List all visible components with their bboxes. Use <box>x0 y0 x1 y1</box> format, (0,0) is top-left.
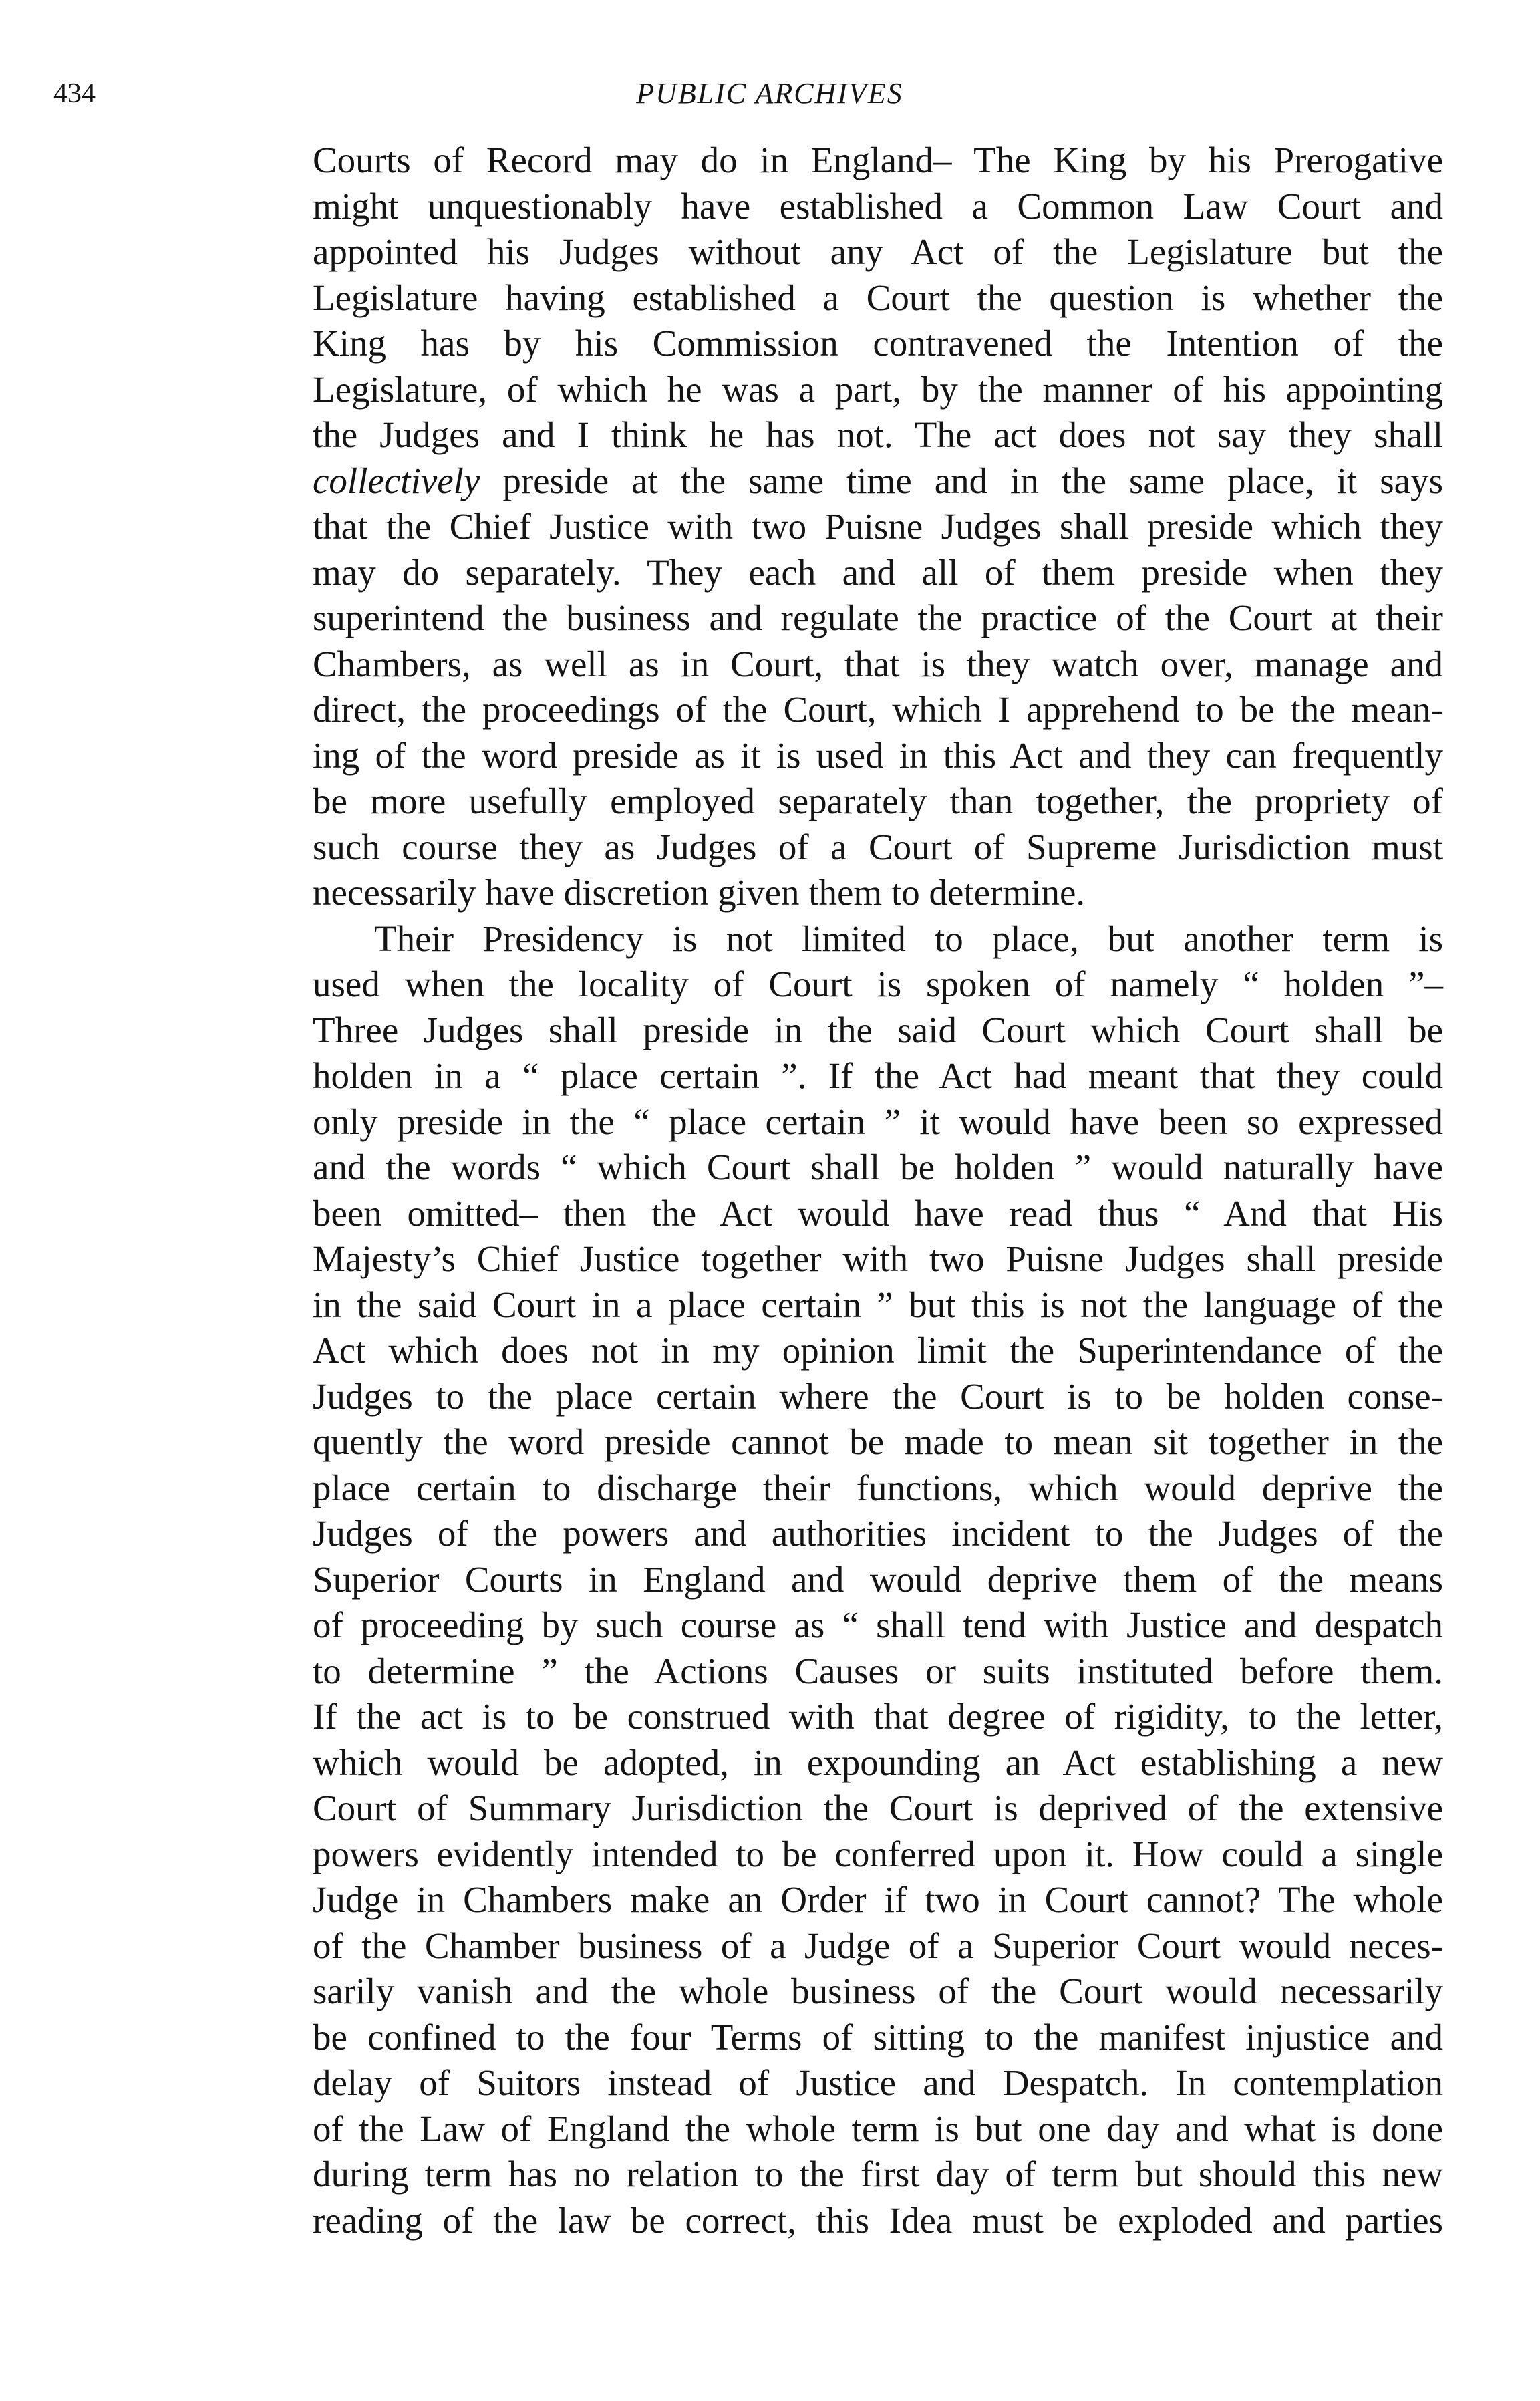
text-line: King has by his Commission contravened the Intention of the <box>313 323 1443 364</box>
text-line: Courts of Record may do in England– The King by his Prerogative <box>313 140 1443 180</box>
text-line: superintend the business and regulate the practice of the Court at their <box>313 597 1443 638</box>
text-line: ing of the word preside as it is used in this Act and they can frequently <box>313 734 1443 776</box>
text-line: in the said Court in a place certain ” but this is not the language of the <box>313 1284 1443 1325</box>
line-remainder: preside at the same time and in the same place, it says <box>502 460 1443 501</box>
text-line: If the act is to be construed with that degree of rigidity, to the letter, <box>313 1696 1443 1737</box>
text-line: might unquestionably have established a Common Law Court and <box>313 185 1443 227</box>
text-line: of the Chamber business of a Judge of a Superior Court would neces- <box>313 1925 1443 1966</box>
text-line: powers evidently intended to be conferred upon it. How could a single <box>313 1833 1443 1874</box>
text-line: the Judges and I think he has not. The act does not say they shall <box>313 414 1443 455</box>
text-line: Judge in Chambers make an Order if two in Court cannot? The whole <box>313 1879 1443 1920</box>
text-line: been omitted– then the Act would have read thus “ And that His <box>313 1192 1443 1234</box>
text-line: Majesty’s Chief Justice together with two Puisne Judges shall preside <box>313 1238 1443 1279</box>
text-line: which would be adopted, in expounding an Act establishing a new <box>313 1741 1443 1783</box>
text-line: place certain to discharge their functions, which would deprive the <box>313 1467 1443 1508</box>
text-line: that the Chief Justice with two Puisne Judges shall preside which they <box>313 506 1443 547</box>
text-line: only preside in the “ place certain ” it would have been so expressed <box>313 1101 1443 1142</box>
text-line: Superior Courts in England and would deprive them of the means <box>313 1558 1443 1600</box>
text-line: quently the word preside cannot be made to mean sit together in the <box>313 1421 1443 1462</box>
text-line: appointed his Judges without any Act of the Legislature but the <box>313 231 1443 272</box>
text-line: of the Law of England the whole term is but one day and what is done <box>313 2108 1443 2149</box>
body-text <box>313 138 1443 2243</box>
text-line: delay of Suitors instead of Justice and Despatch. In contemplation <box>313 2062 1443 2103</box>
running-head: PUBLIC ARCHIVES <box>636 77 903 110</box>
text-line: sarily vanish and the whole business of the Court would necessarily <box>313 1971 1443 2011</box>
text-line: be more usefully employed separately than together, the propriety of <box>313 781 1443 821</box>
text-line: Act which does not in my opinion limit the Superintendance of the <box>313 1330 1443 1371</box>
text-line: necessarily have discretion given them to determine. <box>313 872 1086 913</box>
text-line: Three Judges shall preside in the said Court which Court shall be <box>313 1009 1443 1050</box>
text-line: Legislature having established a Court the question is whether the <box>313 277 1443 318</box>
text-line: Judges to the place certain where the Court is to be holden conse- <box>313 1375 1443 1417</box>
text-line: used when the locality of Court is spoken of namely “ holden ”– <box>313 964 1443 1004</box>
text-line: be confined to the four Terms of sitting to the manifest injustice and <box>313 2016 1443 2058</box>
text-line: Legislature, of which he was a part, by the manner of his appointing <box>313 368 1443 410</box>
text-line: such course they as Judges of a Court of Supreme Jurisdiction must <box>313 826 1443 867</box>
text-line: of proceeding by such course as “ shall tend with Justice and despatch <box>313 1604 1443 1645</box>
text-line: direct, the proceedings of the Court, which I apprehend to be the mean- <box>313 689 1443 730</box>
text-line: and the words “ which Court shall be holden ” would naturally have <box>313 1147 1443 1187</box>
text-line: Judges of the powers and authorities incident to the Judges of the <box>313 1513 1443 1554</box>
text-line: Chambers, as well as in Court, that is they watch over, manage and <box>313 643 1443 684</box>
italic-word: collectively <box>313 460 480 501</box>
page-number: 434 <box>53 78 96 109</box>
text-line: during term has no relation to the first day of term but should this new <box>313 2154 1443 2195</box>
text-line: to determine ” the Actions Causes or suits instituted before them. <box>313 1650 1443 1691</box>
text-line: reading of the law be correct, this Idea must be exploded and parties <box>313 2199 1443 2241</box>
text-line <box>313 458 1443 505</box>
text-line: Court of Summary Jurisdiction the Court is deprived of the extensive <box>313 1788 1443 1828</box>
text-line: Their Presidency is not limited to place, but another term is <box>374 917 1443 959</box>
text-line: may do separately. They each and all of them preside when they <box>313 551 1443 593</box>
text-line: holden in a “ place certain ”. If the Act had meant that they could <box>313 1055 1443 1096</box>
